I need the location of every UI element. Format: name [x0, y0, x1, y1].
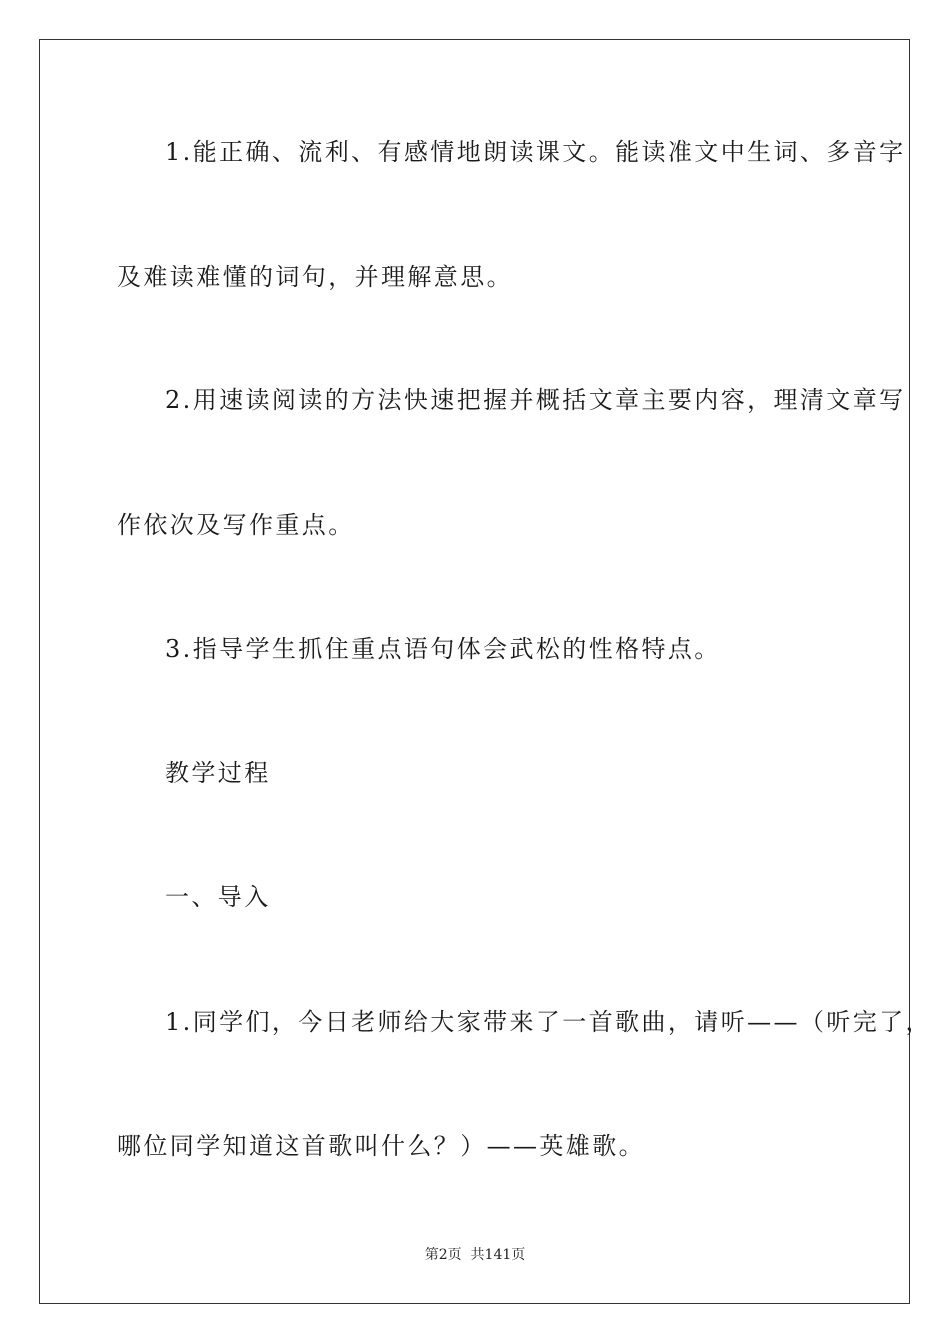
page-border [39, 39, 910, 1304]
objective-1-line-1: 1.能正确、流利、有感情地朗读课文。能读准文中生词、多音字 [165, 138, 906, 166]
section-heading-introduction: 一、导入 [165, 883, 271, 911]
page-number-footer: 第2页 共141页 [424, 1247, 526, 1263]
objective-3-line-1: 3.指导学生抓住重点语句体会武松的性格特点。 [165, 635, 721, 663]
objective-1-line-2: 及难读难懂的词句，并理解意思。 [117, 263, 513, 291]
section-heading-teaching-process: 教学过程 [165, 759, 271, 787]
intro-step-1-line-1: 1.同学们，今日老师给大家带来了一首歌曲，请听——（听完了， [165, 1008, 932, 1036]
intro-step-1-line-2: 哪位同学知道这首歌叫什么？）——英雄歌。 [117, 1132, 645, 1160]
objective-2-line-1: 2.用速读阅读的方法快速把握并概括文章主要内容，理清文章写 [165, 386, 906, 414]
objective-2-line-2: 作依次及写作重点。 [117, 511, 355, 539]
